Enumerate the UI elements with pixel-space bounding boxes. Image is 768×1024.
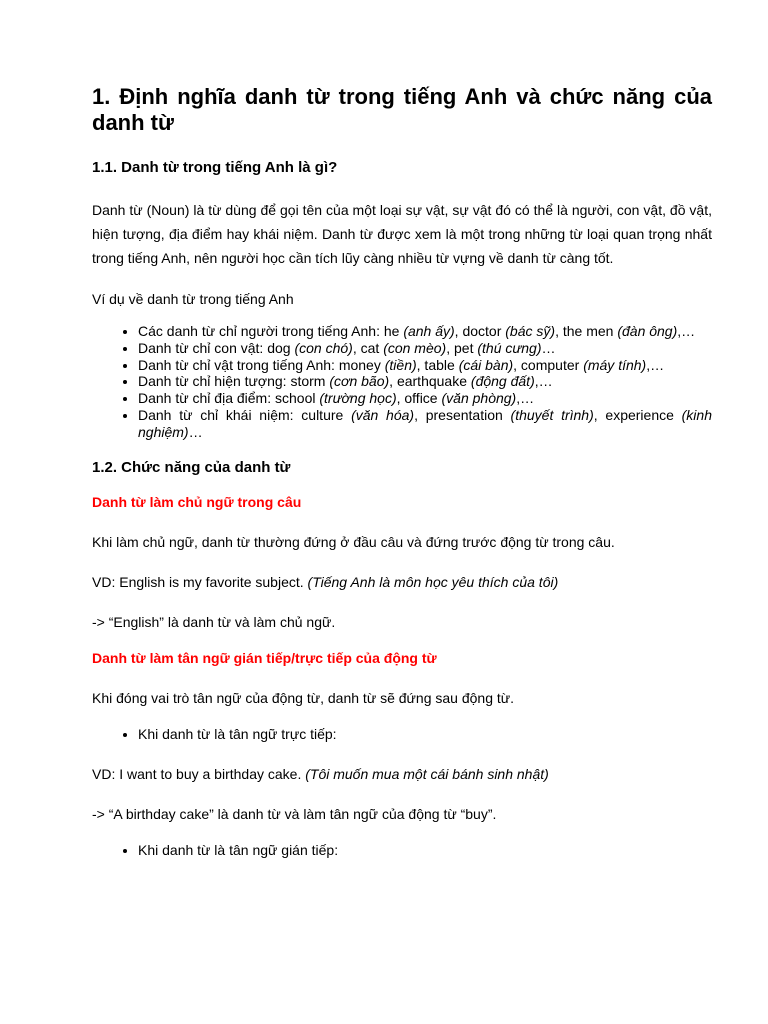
document-content bbox=[92, 84, 712, 859]
object-description: Khi đóng vai trò tân ngữ của động từ, danh từ sẽ đứng sau động từ. bbox=[92, 689, 515, 706]
main-heading: 1. Định nghĩa danh từ trong tiếng Anh và chức năng của danh từ bbox=[92, 84, 712, 135]
examples-list bbox=[92, 323, 712, 441]
examples-title: Ví dụ về danh từ trong tiếng Anh bbox=[92, 291, 294, 307]
section-heading-1-1: 1.1. Danh từ trong tiếng Anh là gì? bbox=[92, 159, 338, 176]
section-heading-1-2: 1.2. Chức năng của danh từ bbox=[92, 458, 291, 476]
subject-subheading: Danh từ làm chủ ngữ trong câu bbox=[92, 493, 302, 510]
list-item: • Danh từ chỉ khái niệm: culture (văn hóa), presentation (thuyết trình), experience (kinh nghiệm)… bbox=[138, 407, 712, 441]
list-item: • Danh từ chỉ địa điểm: school (trường học), office (văn phòng),… bbox=[138, 390, 712, 407]
object-note: -> “A birthday cake” là danh từ và làm tân ngữ của động từ “buy”. bbox=[92, 805, 497, 822]
direct-object-list bbox=[92, 726, 712, 743]
list-item: • Khi danh từ là tân ngữ gián tiếp: bbox=[138, 842, 712, 859]
subject-example: VD: English is my favorite subject. (Tiếng Anh là môn học yêu thích của tôi) bbox=[92, 573, 559, 590]
intro-paragraph: Danh từ (Noun) là từ dùng để gọi tên của một loại sự vật, sự vật đó có thể là người, con vật, đồ vật, hiện tượng, địa điểm hay khái niệm. Danh từ được xem là một trong những từ loại quan trọng nhất trong tiếng Anh, nên người học cần tích lũy càng nhiều từ vựng về danh từ càng tốt. bbox=[92, 202, 712, 266]
list-item: • Danh từ chỉ hiện tượng: storm (cơn bão), earthquake (động đất),… bbox=[138, 373, 712, 390]
list-item: • Danh từ chỉ con vật: dog (con chó), cat (con mèo), pet (thú cưng)… bbox=[138, 340, 712, 357]
object-example: VD: I want to buy a birthday cake. (Tôi muốn mua một cái bánh sinh nhật) bbox=[92, 765, 549, 782]
list-item: • Các danh từ chỉ người trong tiếng Anh: he (anh ấy), doctor (bác sỹ), the men (đàn ông),… bbox=[138, 323, 712, 340]
subject-description: Khi làm chủ ngữ, danh từ thường đứng ở đầu câu và đứng trước động từ trong câu. bbox=[92, 533, 615, 550]
list-item: • Danh từ chỉ vật trong tiếng Anh: money (tiền), table (cái bàn), computer (máy tính),… bbox=[138, 357, 712, 374]
indirect-object-list bbox=[92, 842, 712, 859]
object-subheading: Danh từ làm tân ngữ gián tiếp/trực tiếp của động từ bbox=[92, 649, 437, 666]
subject-note: -> “English” là danh từ và làm chủ ngữ. bbox=[92, 613, 336, 630]
list-item: • Khi danh từ là tân ngữ trực tiếp: bbox=[138, 726, 712, 743]
